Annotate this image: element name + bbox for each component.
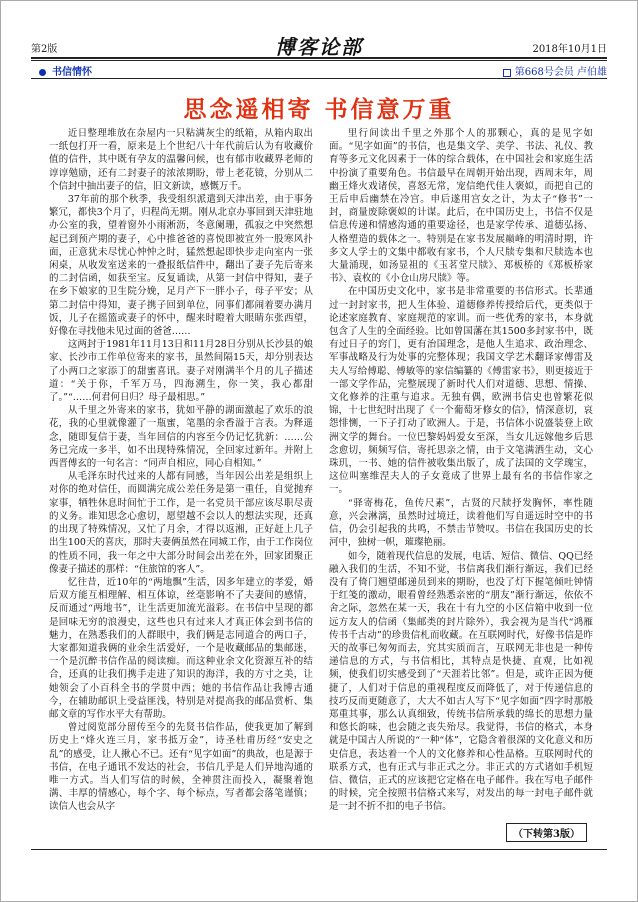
- bullet-icon: [39, 69, 46, 76]
- subheader: [31, 63, 607, 77]
- article-paragraph: 如今，随着现代信息的发展，电话、短信、微信、QQ已经融入我们的生活，不知不觉，书信离我们渐行渐远，我们已经没有了倚门翘望邮递员到来的期盼，也没了灯下握笔倾吐钟情于红笺的激动，眼看曾经熟悉亲密的“朋友”渐行渐远，依依不舍之际，忽然在某一天，我在十有九空的小区信箱中收到一位远方友人的信函（集邮类的封片除外），我会视为是当代“鸿雁传书千古动”的珍贵信札而收藏。在互联网时代，好像书信是昨天的故事已匆匆而去，究其实质而言，互联网无非也是一种传递信息的方式，与书信相比，其特点是快捷、直观，比如视频，使我们切实感受到了“天涯若比邻”。但是，或许正因为便捷了，人们对于信息的重视程度反而降低了，对于传递信息的技巧反而更随意了，大大不如古人写下“见字如面”四字时那般郑重其事，那么认真细致，传统书信所承载的绵长的思想力量和悠长韵味，也会随之丧失殆尽。我觉得，书信的格式，本身就是中国古人所说的“一种“体”，它隐含着很深的文化意义和历史信息，表达着一个人的文化修养和心性品格。互联网时代的联系方式，也有正式与非正式之分。非正式的方式诸如手机短信、微信，正式的应该把它定格在电子邮件。我在写电子邮件的时候，完全按照书信格式来写，对发出的每一封电子邮件就是一封不折不扣的电子书信。: [329, 550, 593, 813]
- left-column: [49, 127, 313, 814]
- article-paragraph: 从毛泽东时代过来的人都有同感，当年因公出差是组织上对你的绝对信任，而圆满完成公差任务是第一重任，自觉抛弃家事，牺牲休息时间忙于工作，是一名党员干部应该尽职尽责的义务。谁知思念心愈切，愿望越不会以人的想法实现，还真的出现了特殊情况，又忙了月余，才得以返湘，正好赶上几子出生100天的喜庆，那时夫妻俩虽然在同城工作，由于工作岗位的性质不同，我一年之中大部分时间会出差在外，回家团聚正像妻子描述的那样：“住旅馆的客人”。: [49, 471, 313, 575]
- article-paragraph: “驿寄梅花，鱼传尺素”，古贤的尺牍抒发胸怀，率性随意，兴会淋漓，虽然时过境迁，读着他们写自遥远时空中的书信，仍会引起我的共鸣，不禁击节赞叹。书信在我国历史的长河中，独树一帜，璀璨艳丽。: [329, 497, 593, 549]
- subheader-rule: [31, 78, 607, 79]
- header-rule-thin: [31, 60, 607, 61]
- edition-label: 第2版: [31, 44, 58, 55]
- article-paragraph: 忆往昔，近10年的“两地飘”生活，因多年建立的孝爱，婚后双方能互相理解、相互体谅，丝毫影响不了夫妻间的感情，反而通过“两地书”，让生活更加流光溢彩。在书信中呈现的都是回味无穷的浪漫史，这些也只有过来人才真正体会到书信的魅力，在熟悉我们的人群眼中，我们俩是志同道合的两口子，大家都知道我俩的业余生活爱好，一个是收藏邮品的集邮迷，一个是沉醉书信作品的阅读痴。而这种业余文化资源互补的结合，还真的让我们携手走进了知识的海洋，我的方寸之美，让她领会了小百科全书的学贯中西；她的书信作品让我博古通今，在辅助邮识上受益匪浅，特别是对提高我的邮品赏析、集邮文章的写作水平大有帮助。: [49, 576, 313, 720]
- member-text: 第668号会员 卢伯雄: [514, 67, 607, 78]
- right-column: [329, 127, 593, 814]
- continued-note: （下转第3版）: [506, 823, 587, 842]
- issue-date: 2018年10月1日: [532, 44, 607, 55]
- article-paragraph: 37年前的那个秋季，我受组织派遣到天津出差，由于事务繁冗，都快3个月了，归程尚无期。刚从北京办事回到天津驻地办公室的我，望着窗外小雨淅沥，冬意阑珊，孤寂之中突然想起已到预产期的妻子，心中推爸爸的喜悦即被宣外一股寒风扑面，正意犹未尽忧心忡忡之时，猛然想起即快步走向室内一张闲桌，从收发室送来的一叠报纸信件中，翻出了妻子先后寄来的二封信函，如获至宝。反复诵读，从第一封信中得知，妻子在乡下娘家的卫生院分娩，足月产下一胖小子，母子平安；从第二封信中得知，妻子携子回到单位，同事们都闹着要办满月饭，儿子在摇篮或妻子的怀中，醒来时瞪着大眼睛东张西望，好像在寻找他未见过面的爸爸……: [49, 194, 313, 338]
- masthead-title: 博客论部: [275, 35, 363, 59]
- article-paragraph: 从千里之外寄来的家书，犹如平静的湖面激起了欢乐的浪花，我的心里就像灌了一瓶蜜，笔墨的余香溢于言表。为释遥念，随即复信于妻，当年回信的内容至今仍记忆犹新：……公务已完成一多半，如不出现特殊情况，全回家过新年。并附上西晋傅玄的一句名言：“同声自相应，同心自相知。”: [49, 405, 313, 470]
- article-paragraph: 近日整理堆放在杂屋内一只粘满灰尘的纸箱，从箱内取出一纸包打开一看，原来是上个世纪八十年代前后认为有收藏价值的信件，其中既有孕友的温馨问候，也有郁市收藏界老师的谆谆勉励，还有二封妻子的浓浓期盼，带上老花镜，分别从二个信封中抽出妻子的信，旧文新读，感慨万千。: [49, 128, 313, 192]
- article-paragraph: 在中国历史文化中，家书是非常重要的书信形式。长辈通过一封封家书，把人生体验、道德修养传授给后代，更类似于论述家庭教育、家庭规范的家训。而一些优秀的家书，本身就包含了人生的全面经验。比如曾国藩在其1500多封家书中，既有过日子的窍门，更有治国理念，是他人生追求、政治理念、军事战略及行为处事的完整体现；我国文学艺术翻译家傅雷及夫人写给傅聪、傅敏等的家信编纂的《傅雷家书》，则更接近于一部文学作品，完整展现了新时代人们对道德、思想、情操、文化修养的注重与追求。无独有偶，欧洲书信史也曾繁花似锦，十七世纪时出现了《一个葡萄牙修女的信》，情深意切，哀怨悱恻，一下子打动了欧洲人。于是，书信体小说盛装登上欧洲文学的舞台。一位巴黎妈妈爱女至深，当女儿远嫁他乡后思念愈切，频频写信，寄托思亲之情，由于文笔满洒生动，文心珠玑，一书、她的信件被收集出版了，成了法国的文学瑰宝，这位叫塞维涅夫人的子女竟成了世界上最有名的书信作家之一。: [329, 286, 593, 496]
- member-label: [503, 63, 607, 78]
- column-label: [39, 63, 92, 78]
- article-title: 思念遥相寄 书信意万重: [183, 96, 455, 123]
- article-paragraph: 曾过阅览部分留传至今的先贤书信作品，使我更加了解到历史上“烽火连三月，家书抵万金”，诗圣杜甫历经“安史之乱”的感受，让人揪心不已。还有“见字如面”的典故，也是源于书信，在电子通讯不发达的社会，书信几乎是人们异地沟通的唯一方式。当人们写信的时候，全神贯注而投入，凝聚着饱满、丰厚的情感心，每个字、每个标点，写者都会落笔谨慎；读信人也会从字: [49, 722, 313, 813]
- column-name: 书信情怀: [52, 67, 92, 78]
- header-rule-thick: [31, 57, 607, 59]
- article-paragraph: 这两封于1981年11月13日和11月28日分别从长沙县的娘家、长沙市工作单位寄来的家书，虽然间隔15天，却分别表达了小两口之家添丁的甜蜜喜讯。妻子对刚满半个月的儿子描述道：“关于你，千军万马，四海溯生，你一笑，我心都甜了。”“……何君何日归？母子最相思。”: [49, 339, 313, 404]
- footer-rule: [31, 849, 607, 850]
- article-paragraph: 里行间读出千里之外那个人的那颗心，真的是见字如面。“见字如面”的书信，也是集文学、美学、书法、礼仪、教育等多元文化因素于一体的综合载体，在中国社会和家庭生活中扮演了重要角色。书信最早在周朝开始出现，西周末年，周幽王烽火戏诸侯，喜怒无常，宠信绝代佳人褒姒，而把自己的王后申后幽禁在冷宫。申后遂用宫女之计，为太子“修书”一封，商量废除褒姒的计谋。此后，在中国历史上，书信不仅是信息传递和情感沟通的重要途径，也是家学传承、道德弘扬、人格塑造的载体之一。特别是在家书发展巅峰的明清时期，许多文人学士的文集中都收有家书，个人尺牍专集和尺牍选本也大量涌现，如汤显祖的《玉茗堂尺牍》、郑板桥的《郑板桥家书》、袁枚的《小仓山房尺牍》等。: [329, 128, 593, 285]
- article-body: [49, 127, 593, 837]
- page-header: [31, 31, 607, 57]
- square-icon: [503, 69, 511, 77]
